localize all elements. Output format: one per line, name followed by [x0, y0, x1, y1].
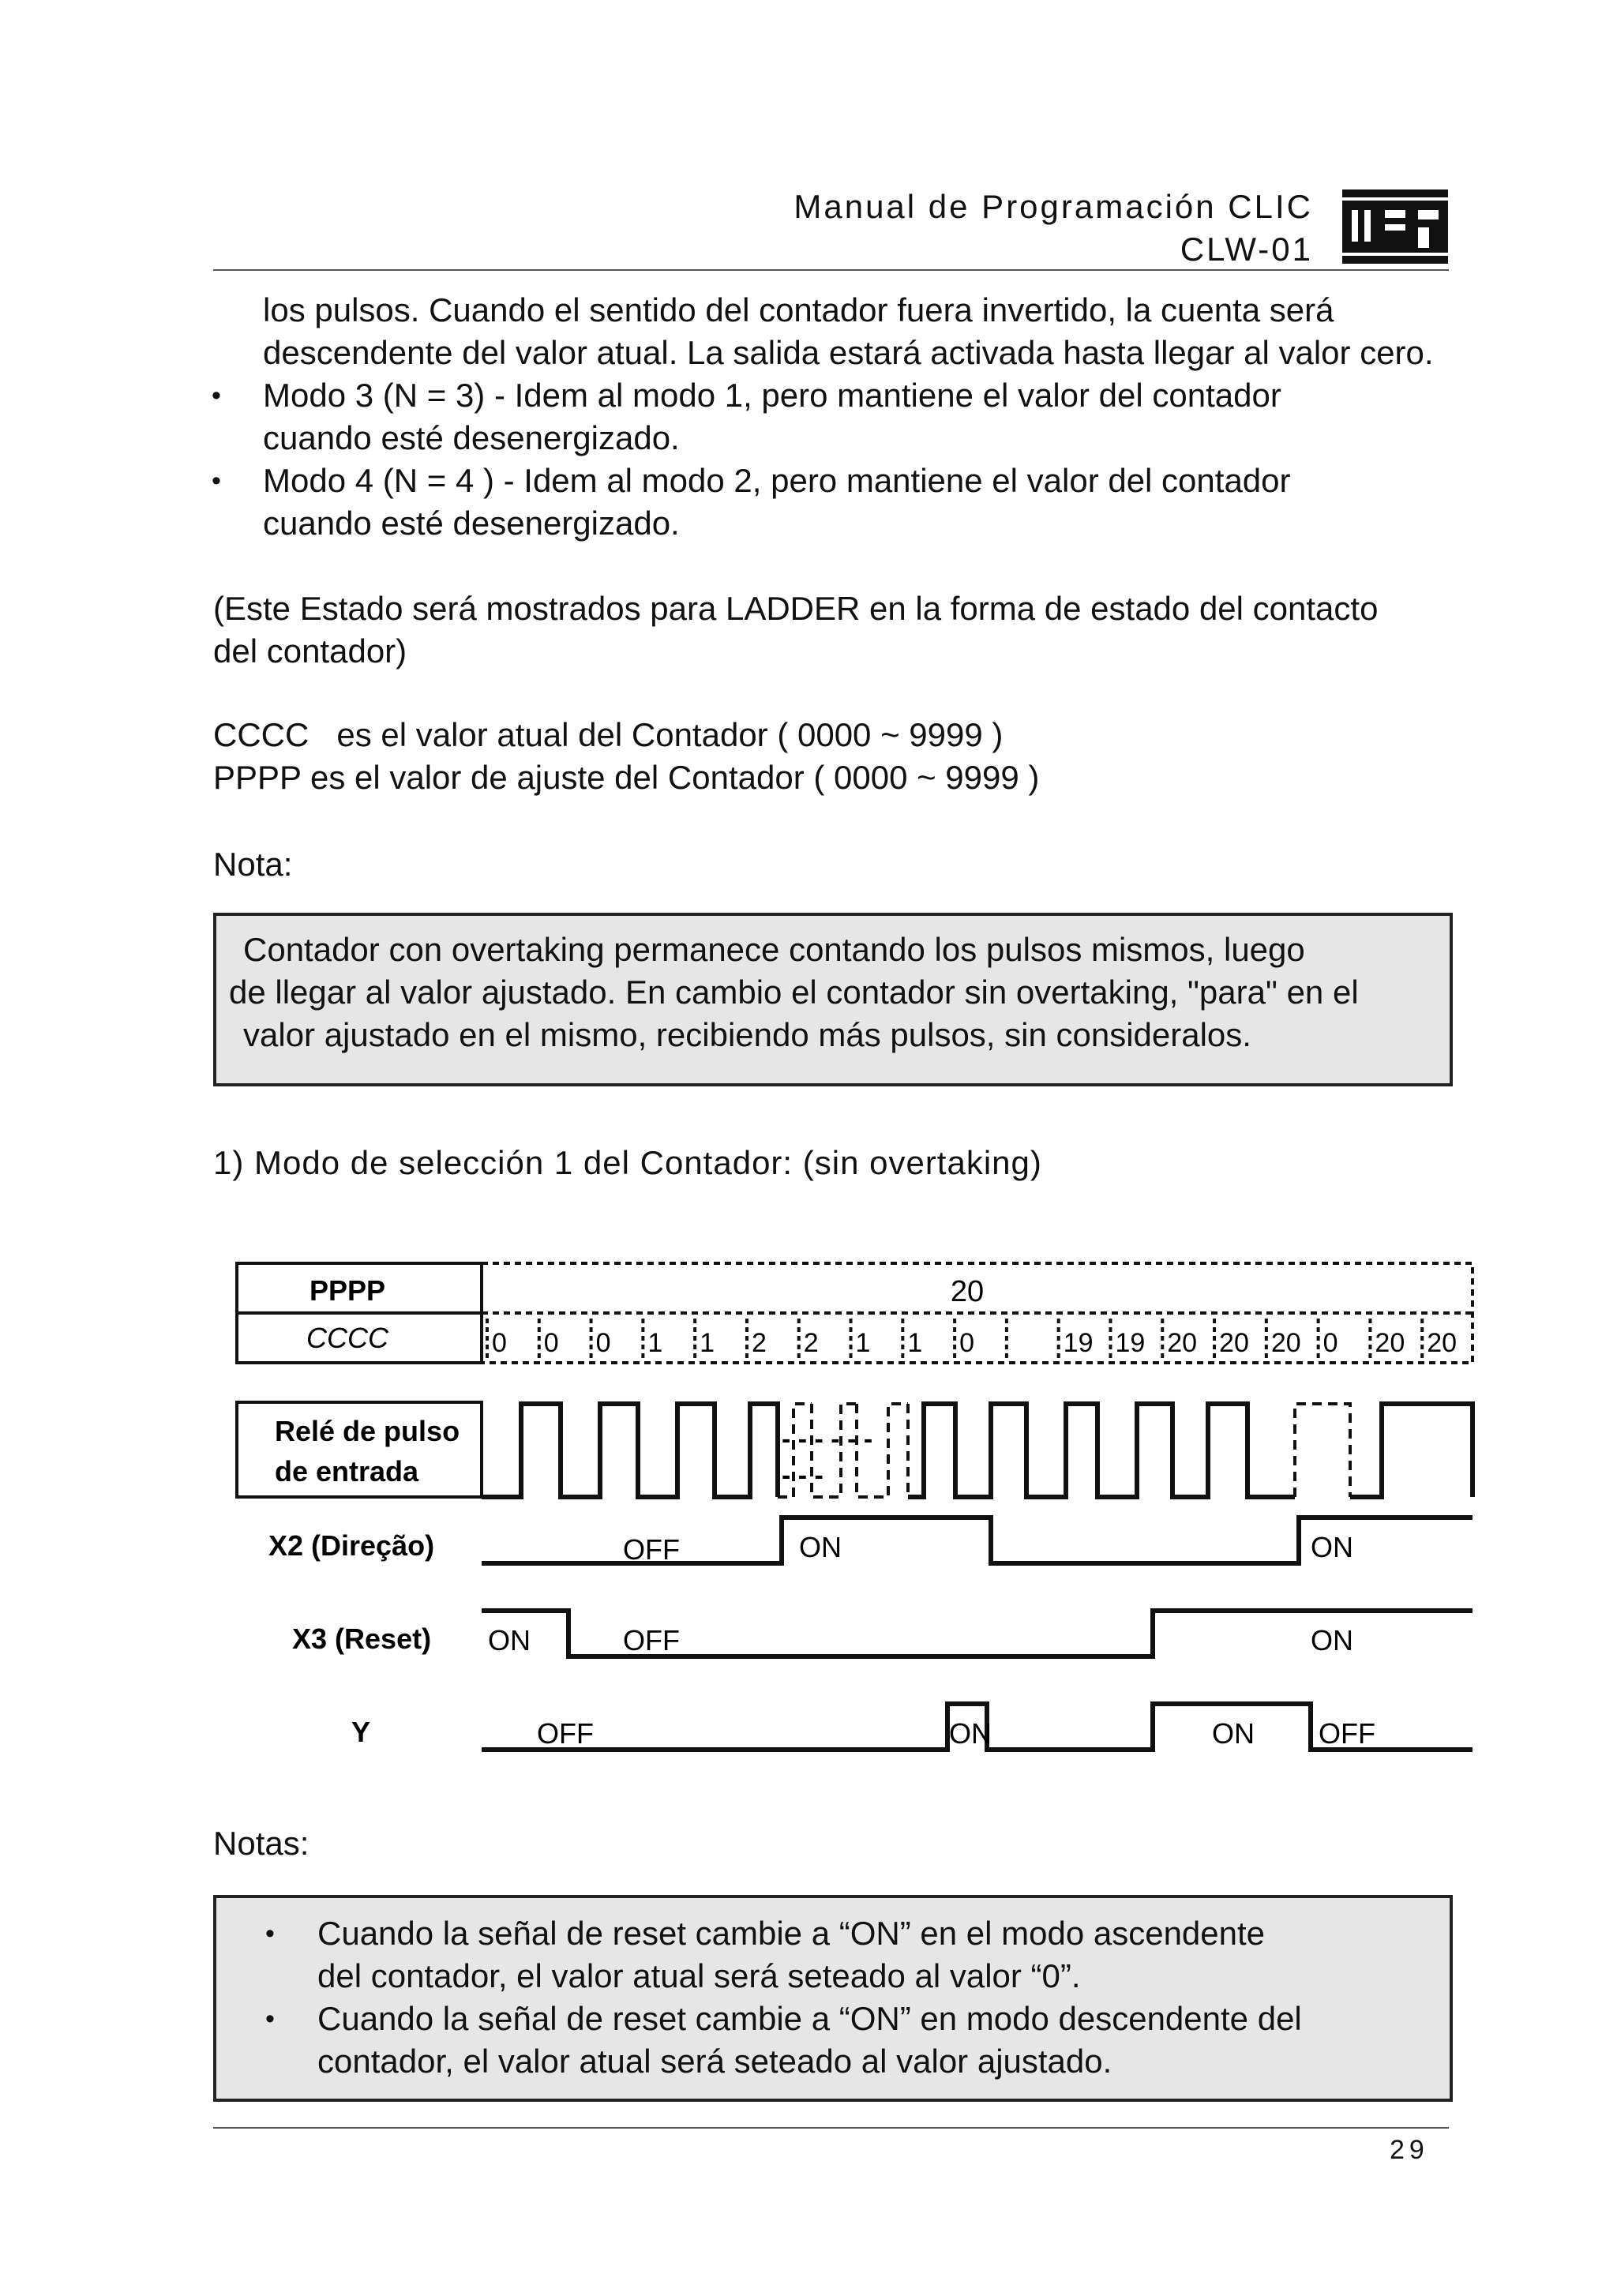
note-line: Contador con overtaking permanece contando los pulsos mismos, luego — [243, 931, 1305, 968]
bullet-mode4-line: Modo 4 (N = 4 ) - Idem al modo 2, pero mantiene el valor del contador — [263, 462, 1291, 499]
y-on-label: ON — [1212, 1717, 1255, 1750]
x3-off-label: OFF — [623, 1624, 680, 1656]
cccc-value: 20 — [1167, 1328, 1198, 1358]
bullet-icon: • — [212, 466, 221, 496]
note-line: de llegar al valor ajustado. En cambio el contador sin overtaking, "para" en el — [229, 974, 1359, 1011]
pulse-waveform — [1350, 1404, 1473, 1497]
cccc-value: 19 — [1115, 1328, 1146, 1358]
dash-mark: - - - - - - — [782, 1424, 873, 1454]
y-on-label: ON — [949, 1717, 992, 1750]
header-rule — [213, 269, 1449, 271]
cccc-value: 1 — [700, 1328, 715, 1358]
row-label-pulse: de entrada — [275, 1455, 419, 1488]
cccc-value: 0 — [492, 1328, 507, 1358]
y-off-label: OFF — [537, 1717, 594, 1750]
pppp-value: 20 — [950, 1275, 985, 1308]
pulse-waveform — [908, 1404, 1295, 1497]
dash-mark: - - - — [782, 1461, 824, 1491]
cccc-definition: CCCC es el valor atual del Contador ( 0000 ~ 9999 ) — [213, 716, 1004, 753]
x3-on-label: ON — [1311, 1624, 1353, 1656]
nota-label: Nota: — [213, 846, 293, 883]
section-heading: 1) Modo de selección 1 del Contador: (sin overtaking) — [213, 1144, 1042, 1181]
note-box — [213, 913, 1453, 1086]
estado-line: (Este Estado será mostrados para LADDER en la forma de estado del contacto — [213, 590, 1379, 627]
paragraph-line: los pulsos. Cuando el sentido del contador fuera invertido, la cuenta será — [263, 291, 1334, 328]
row-label-y: Y — [351, 1716, 371, 1748]
page-number: 29 — [1390, 2135, 1429, 2165]
bullet-mode4-line: cuando esté desenergizado. — [263, 505, 680, 542]
timing-diagram — [229, 1247, 1484, 1816]
row-label-pulse: Relé de pulso — [275, 1415, 460, 1447]
pulse-waveform — [482, 1404, 778, 1497]
x2-off-label: OFF — [623, 1533, 680, 1566]
cccc-value: 1 — [855, 1328, 871, 1358]
y-off-label: OFF — [1319, 1717, 1375, 1750]
pulse-dashed-region — [1295, 1404, 1350, 1497]
pppp-definition: PPPP es el valor de ajuste del Contador ( 0000 ~ 9999 ) — [213, 759, 1040, 796]
notas-item-line: contador, el valor atual será seteado al valor ajustado. — [317, 2043, 1112, 2080]
notas-item-line: Cuando la señal de reset cambie a “ON” en modo descendente del — [317, 2000, 1302, 2037]
cccc-value: 0 — [959, 1328, 975, 1358]
bullet-icon: • — [212, 381, 221, 411]
footer-rule — [213, 2127, 1449, 2129]
notas-item-line: del contador, el valor atual será seteado al valor “0”. — [317, 1957, 1081, 1994]
cccc-value: 1 — [647, 1328, 663, 1358]
x2-on-label: ON — [799, 1531, 842, 1563]
header-title: Manual de Programación CLIC — [793, 188, 1313, 225]
weg-logo — [1342, 189, 1448, 264]
cccc-value: 2 — [751, 1328, 767, 1358]
note-line: valor ajustado en el mismo, recibiendo más pulsos, sin consideralos. — [243, 1016, 1251, 1053]
cccc-value: 20 — [1375, 1328, 1405, 1358]
cccc-value: 0 — [1322, 1328, 1338, 1358]
cccc-value: 20 — [1219, 1328, 1249, 1358]
x3-on-label: ON — [488, 1624, 531, 1656]
paragraph-line: descendente del valor atual. La salida estará activada hasta llegar al valor cero. — [263, 334, 1434, 371]
cccc-value: 2 — [803, 1328, 819, 1358]
cccc-value: 20 — [1427, 1328, 1458, 1358]
cccc-value: 0 — [543, 1328, 559, 1358]
estado-line: del contador) — [213, 632, 407, 670]
cccc-value: 20 — [1270, 1328, 1301, 1358]
row-label-x2: X2 (Direção) — [268, 1529, 435, 1562]
row-label-cccc: CCCC — [306, 1322, 388, 1354]
row-label-x3: X3 (Reset) — [292, 1623, 432, 1655]
bullet-mode3-line: cuando esté desenergizado. — [263, 419, 680, 456]
cccc-values-group — [487, 1319, 1457, 1360]
bullet-icon: • — [265, 2004, 275, 2034]
cccc-value: 19 — [1063, 1328, 1094, 1358]
notas-label: Notas: — [213, 1825, 310, 1862]
row-label-pppp: PPPP — [309, 1274, 386, 1307]
notas-item-line: Cuando la señal de reset cambie a “ON” en el modo ascendente — [317, 1915, 1266, 1952]
notas-box — [213, 1895, 1453, 2102]
header-subtitle: CLW-01 — [1180, 231, 1313, 268]
bullet-mode3-line: Modo 3 (N = 3) - Idem al modo 1, pero mantiene el valor del contador — [263, 377, 1281, 414]
cccc-value: 0 — [595, 1328, 611, 1358]
x2-on-label: ON — [1311, 1531, 1353, 1563]
bullet-icon: • — [265, 1919, 275, 1949]
cccc-value: 1 — [907, 1328, 923, 1358]
